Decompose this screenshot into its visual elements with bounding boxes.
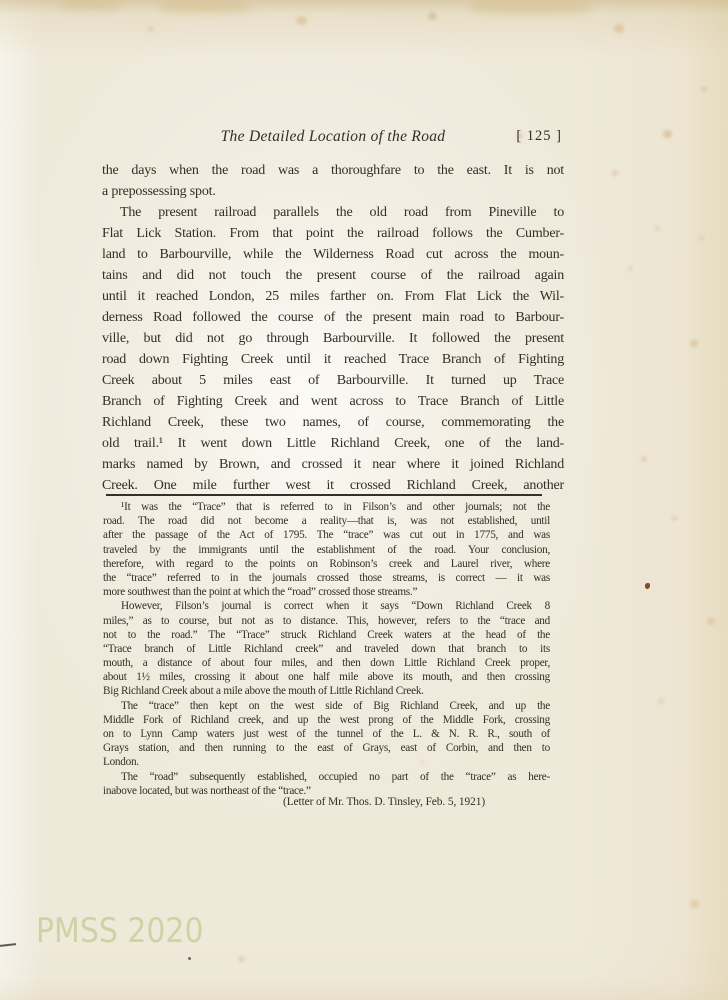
footnote-text [103,500,550,798]
text-line: inabove located, but was northeast of the “trace.” [103,784,311,797]
text-line: tains and did not touch the present course of the railroad again [102,268,564,283]
watermark: PMSS 2020 [36,911,204,951]
text-line: on to Lynn Camp waters just west of the tunnel of the L. & N. R. R., south of [103,728,550,740]
text-line: until it reached London, 25 miles farther on. From Flat Lick the Wil- [102,289,564,304]
text-line: a prepossessing spot. [102,184,216,199]
stain-blotch [160,0,250,13]
text-line: The “road” subsequently established, occupied no part of the “trace” as here- [121,770,550,783]
text-line: Big Richland Creek about a mile above the mouth of Little Richland Creek. [103,685,424,698]
foxing-spot [707,618,715,625]
text-line: road. The road did not become a reality—that is, was not established, until [103,515,550,528]
foxing-spot [690,900,699,908]
foxing-spot [690,340,698,347]
foxing-spot [428,12,437,20]
hair-mark [0,943,16,947]
text-line: ¹It was the “Trace” that is referred to in Filson’s and other journals; not the [121,501,550,513]
text-line: road down Fighting Creek until it reached Trace Branch of Fighting [102,352,564,367]
text-line: after the passage of the Act of 1795. The “trace” was cut out in 1775, and was [103,529,550,542]
dark-speck [645,583,650,589]
text-line: Flat Lick Station. From that point the railroad follows the Cumber- [102,226,564,241]
foxing-spot [663,130,672,138]
page-header [102,128,564,150]
text-line: “Trace branch of Little Richland creek” and traveled down that branch to its [103,642,550,655]
text-line: London. [103,756,139,769]
running-header-title: The Detailed Location of the Road [220,128,446,145]
text-line: derness Road followed the course of the present main road to Barbour- [102,310,564,325]
text-line: However, Filson’s journal is correct when it says “Down Richland Creek 8 [121,600,550,613]
text-line: old trail.¹ It went down Little Richland Creek, one of the land- [102,436,564,451]
text-line: The present railroad parallels the old road from Pineville to [120,205,564,220]
text-line: miles,” as to course, but not as to distance. This, however, refers to the “trace and [103,614,550,627]
text-line: not to the road.” The “Trace” struck Richland Creek waters at the head of the [103,628,550,641]
stain-blotch [470,0,590,15]
body-text [102,160,564,496]
foxing-spot [238,956,245,962]
stain-blotch [60,0,120,10]
page-number: [ 125 ] [516,128,562,144]
text-line: The “trace” then kept on the west side of Big Richland Creek, and up the [121,699,550,712]
foxing-spot [614,24,624,33]
foxing-spot [148,26,154,32]
text-line: the “trace” referred to in the journals crossed those streams, is correct — it was [103,571,550,584]
text-line: about 1½ miles, crossing it about one half mile above its mouth, and then crossing [103,671,550,684]
foxing-spot [699,236,704,241]
foxing-spot [658,698,664,704]
foxing-spot [672,516,677,521]
text-line: ville, but did not go through Barbourville. It followed the present [102,331,564,346]
text-line: mouth, a distance of about four miles, and then down Little Richland Creek proper, [103,657,550,670]
foxing-spot [655,226,660,231]
footnote-separator [106,494,542,496]
text-line: marks named by Brown, and crossed it near where it joined Richland [102,457,564,472]
text-line: Creek. One mile further west it crossed Richland Creek, another [102,478,564,493]
text-line: Grays station, and then running to the east of Grays, east of Corbin, and then to [103,742,550,755]
foxing-spot [641,456,647,462]
text-line: Branch of Fighting Creek and went across to Trace Branch of Little [102,394,564,409]
text-line: Middle Fork of Richland creek, and up the west prong of the Middle Fork, crossing [103,713,550,726]
text-line: the days when the road was a thoroughfare to the east. It is not [102,163,564,178]
dark-speck [188,957,191,960]
foxing-spot [296,16,307,25]
foxing-spot [701,86,707,92]
text-line: traveled by the immigrants until the establishment of the road. Your conclusion, [103,543,550,556]
foxing-spot [612,170,618,176]
text-line: Creek about 5 miles east of Barbourville. It turned up Trace [102,373,564,388]
text-line: land to Barbourville, while the Wilderness Road cut across the moun- [102,247,564,262]
foxing-spot [628,266,633,271]
text-line: Richland Creek, these two names, of course, commemorating the [102,415,564,430]
text-line: more southwest than the point at which the “road” crossed those streams.” [103,586,418,599]
footnote-attribution: (Letter of Mr. Thos. D. Tinsley, Feb. 5, 1921) [283,796,486,808]
text-line: therefore, with regard to the points on Robinson’s creek and Laurel river, where [103,557,550,570]
